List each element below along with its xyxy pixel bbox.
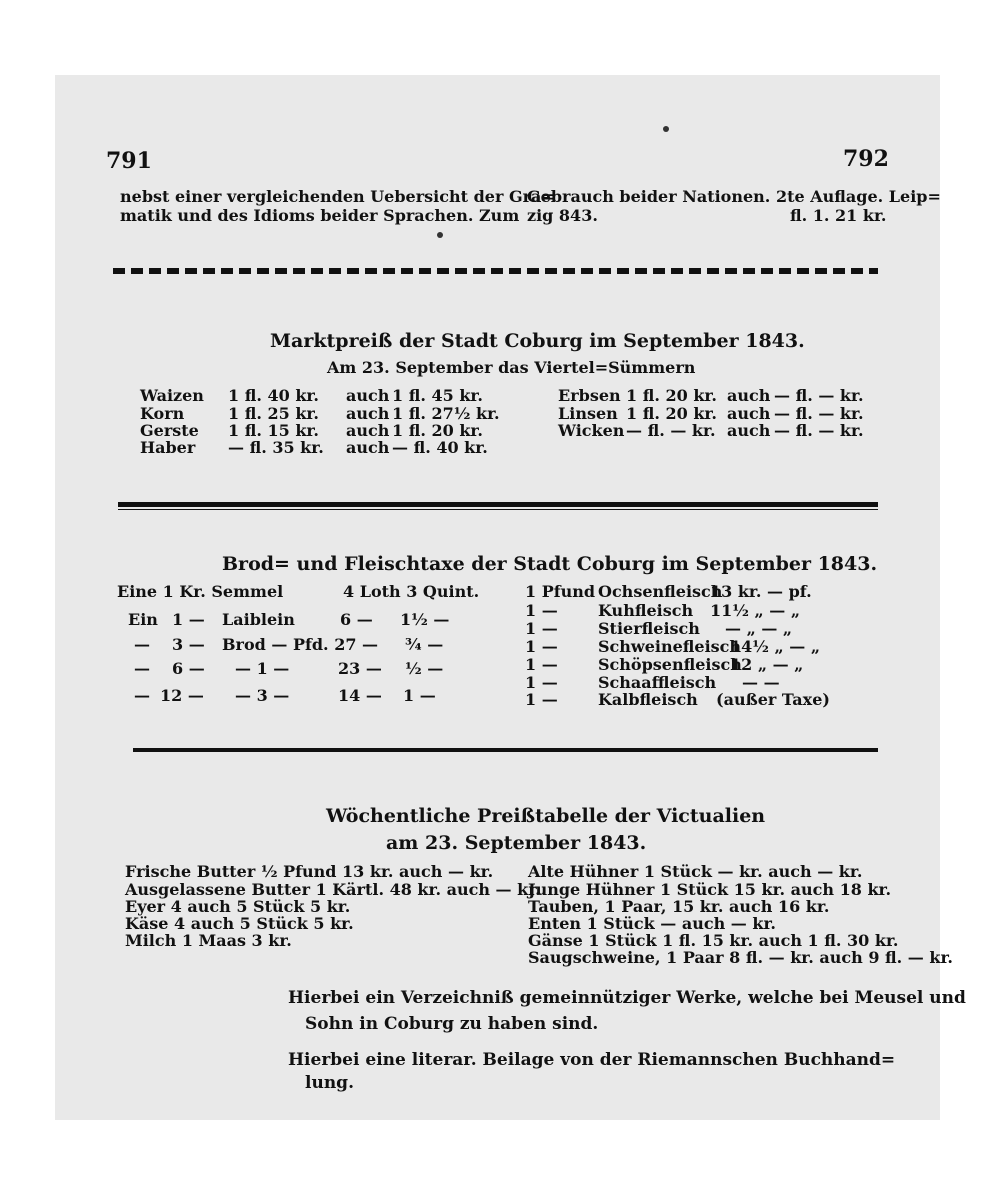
weekly-title: Wöchentliche Preißtabelle der Victualien [326, 805, 766, 827]
market-price-high: — fl. — kr. [774, 386, 864, 405]
notice-line: Hierbei ein Verzeichniß gemeinnütziger Werke, welche bei Meusel und [288, 988, 966, 1008]
header-left-line1: nebst einer vergleichenden Uebersicht der Gra= [120, 187, 555, 206]
bread-cell: 1 — [403, 686, 436, 705]
page-number-right: 792 [843, 146, 889, 172]
market-price-low: 1 fl. 15 kr. [228, 421, 319, 440]
market-price-low: 1 fl. 25 kr. [228, 404, 319, 423]
meat-price: 14½ „ — „ [730, 637, 821, 656]
notice-line: lung. [305, 1073, 354, 1093]
market-subtitle: Am 23. September das Viertel=Sümmern [327, 358, 696, 377]
meat-qty: 1 Pfund [525, 582, 596, 601]
notice-line: Hierbei eine literar. Beilage von der Riemannschen Buchhand= [288, 1050, 896, 1070]
page-number-left: 791 [106, 148, 152, 174]
victual-item: Eyer 4 auch 5 Stück 5 kr. [125, 897, 351, 916]
bread-cell: Ein [128, 610, 158, 629]
header-right-line1: Gebrauch beider Nationen. 2te Auflage. Leip= [527, 187, 941, 206]
meat-price: (außer Taxe) [716, 690, 830, 709]
meat-qty: 1 — [525, 673, 558, 692]
bread-cell: — 1 — [235, 659, 290, 678]
bread-cell: Laiblein [222, 610, 295, 629]
victual-item: Ausgelassene Butter 1 Kärtl. 48 kr. auch — kr. [125, 880, 541, 899]
meat-qty: 1 — [525, 601, 558, 620]
section-rule [118, 502, 878, 507]
market-price-low: 1 fl. 20 kr. [626, 386, 717, 405]
meat-name: Schaaffleisch [598, 673, 717, 692]
meat-qty: 1 — [525, 655, 558, 674]
bread-cell: ¾ — [405, 635, 444, 654]
market-item: Erbsen [558, 386, 621, 405]
market-auch: auch [727, 386, 771, 405]
meat-price: — „ — „ [725, 619, 793, 638]
market-item: Gerste [140, 421, 199, 440]
market-title: Marktpreiß der Stadt Coburg im September 1843. [270, 330, 805, 352]
market-auch: auch [346, 404, 390, 423]
victual-item: Milch 1 Maas 3 kr. [125, 931, 292, 950]
header-left-line2: matik und des Idioms beider Sprachen. Zum [120, 206, 520, 225]
victual-item: Enten 1 Stück — auch — kr. [528, 914, 776, 933]
victual-item: Gänse 1 Stück 1 fl. 15 kr. auch 1 fl. 30 kr. [528, 931, 899, 950]
market-auch: auch [727, 421, 771, 440]
market-price-low: 1 fl. 20 kr. [626, 404, 717, 423]
section-rule [133, 748, 878, 752]
victual-item: Käse 4 auch 5 Stück 5 kr. [125, 914, 354, 933]
market-price-high: 1 fl. 45 kr. [392, 386, 483, 405]
meat-price: 11½ „ — „ [710, 601, 801, 620]
market-price-high: — fl. 40 kr. [392, 438, 488, 457]
bread-cell: 3 — [172, 635, 205, 654]
bread-cell: — [134, 635, 150, 654]
market-price-high: — fl. — kr. [774, 404, 864, 423]
meat-price: — — [742, 673, 780, 692]
meat-name: Stierfleisch [598, 619, 700, 638]
market-auch: auch [346, 386, 390, 405]
market-auch: auch [346, 421, 390, 440]
market-item: Waizen [140, 386, 204, 405]
market-item: Wicken [558, 421, 625, 440]
meat-name: Kuhfleisch [598, 601, 694, 620]
bread-cell: — [134, 659, 150, 678]
weekly-date: am 23. September 1843. [386, 832, 647, 854]
market-price-high: — fl. — kr. [774, 421, 864, 440]
meat-name: Kalbfleisch [598, 690, 698, 709]
market-auch: auch [346, 438, 390, 457]
ink-spot [663, 126, 669, 132]
bread-cell: 1 — [172, 610, 205, 629]
meat-name: Ochsenfleisch [598, 582, 723, 601]
bread-cell: 14 — [338, 686, 382, 705]
section-rule-thin [118, 509, 878, 510]
bread-title: Brod= und Fleischtaxe der Stadt Coburg im September 1843. [222, 553, 878, 575]
meat-name: Schweinefleisch [598, 637, 742, 656]
header-right-price: fl. 1. 21 kr. [790, 206, 887, 225]
meat-name: Schöpsenfleisch [598, 655, 742, 674]
market-price-high: 1 fl. 20 kr. [392, 421, 483, 440]
bread-cell: — 3 — [235, 686, 290, 705]
market-price-low: 1 fl. 40 kr. [228, 386, 319, 405]
bread-header-weight: 4 Loth 3 Quint. [343, 582, 480, 601]
victual-item: Frische Butter ½ Pfund 13 kr. auch — kr. [125, 862, 494, 881]
market-item: Haber [140, 438, 196, 457]
market-item: Korn [140, 404, 185, 423]
bread-cell: Brod — Pfd. 27 — [222, 635, 379, 654]
meat-qty: 1 — [525, 637, 558, 656]
wavy-divider [113, 268, 878, 274]
meat-price: 12 „ — „ [730, 655, 804, 674]
market-price-low: — fl. — kr. [626, 421, 716, 440]
bread-cell: ½ — [405, 659, 444, 678]
bread-cell: 23 — [338, 659, 382, 678]
market-item: Linsen [558, 404, 618, 423]
bread-header: Eine 1 Kr. Semmel [117, 582, 284, 601]
meat-price: 13 kr. — pf. [710, 582, 812, 601]
market-price-low: — fl. 35 kr. [228, 438, 324, 457]
meat-qty: 1 — [525, 690, 558, 709]
bread-cell: 12 — [160, 686, 204, 705]
victual-item: Junge Hühner 1 Stück 15 kr. auch 18 kr. [528, 880, 892, 899]
ink-spot [437, 232, 443, 238]
victual-item: Tauben, 1 Paar, 15 kr. auch 16 kr. [528, 897, 830, 916]
bread-cell: 6 — [340, 610, 373, 629]
victual-item: Alte Hühner 1 Stück — kr. auch — kr. [528, 862, 863, 881]
notice-line: Sohn in Coburg zu haben sind. [305, 1014, 599, 1034]
victual-item: Saugschweine, 1 Paar 8 fl. — kr. auch 9 fl. — kr. [528, 948, 953, 967]
bread-cell: — [134, 686, 150, 705]
bread-cell: 1½ — [400, 610, 450, 629]
bread-cell: 6 — [172, 659, 205, 678]
meat-qty: 1 — [525, 619, 558, 638]
market-auch: auch [727, 404, 771, 423]
market-price-high: 1 fl. 27½ kr. [392, 404, 500, 423]
header-right-line2: zig 843. [527, 206, 598, 225]
